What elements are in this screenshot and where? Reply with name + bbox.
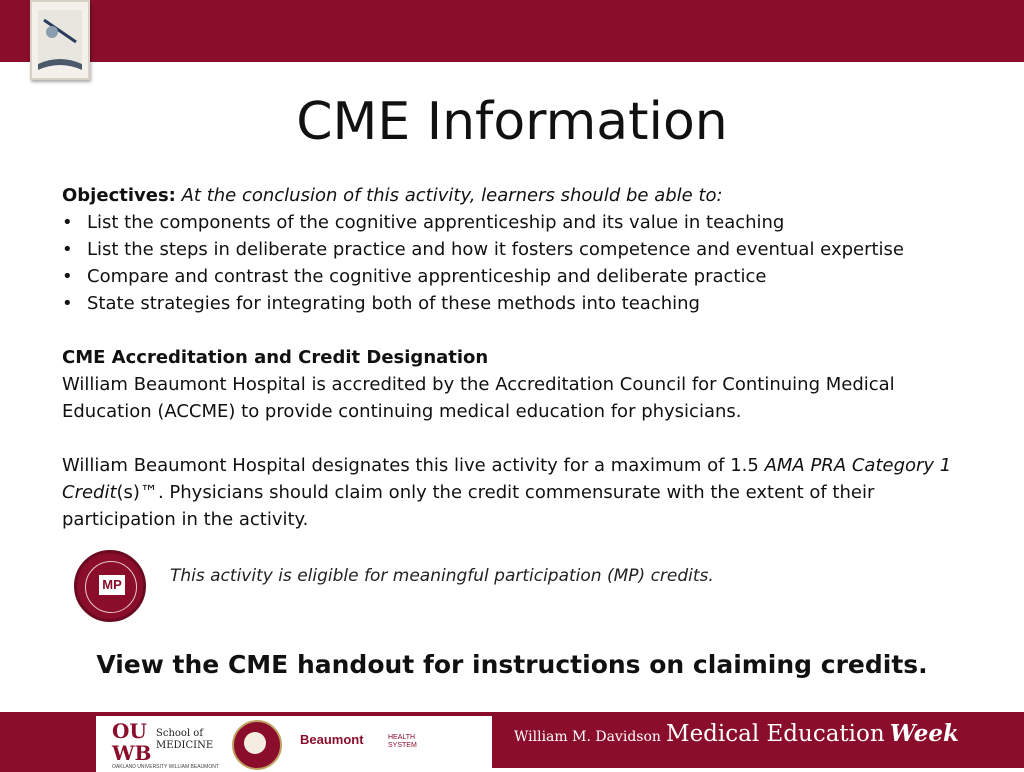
designation-credit: AMA PRA Category 1 Credit: [62, 455, 952, 503]
event-title: [514, 720, 959, 747]
handout-instruction: View the CME handout for instructions on claiming credits.: [96, 650, 928, 679]
book-pen-icon: [32, 2, 88, 78]
university-text: OAKLAND UNIVERSITY WILLIAM BEAUMONT: [112, 764, 219, 770]
list-item: • List the components of the cognitive apprenticeship and its value in teaching: [62, 209, 962, 236]
designation-text: [62, 452, 962, 533]
ou-text: OU: [112, 719, 147, 743]
footer-logos: [0, 712, 492, 772]
book-icon: [30, 0, 90, 80]
list-item: • State strategies for integrating both of these methods into teaching: [62, 290, 962, 317]
oakland-university-logo: [112, 720, 222, 768]
accreditation-body: William Beaumont Hospital is accredited by the Accreditation Council for Continuing Medical Education (ACCME) to provide continuing medical education for physicians.: [62, 374, 895, 422]
health-system-text: HEALTH SYSTEM: [388, 734, 417, 749]
school-of-text: School of: [156, 728, 204, 739]
meaningful-participation-badge: [74, 550, 146, 622]
event-banner: [492, 712, 1024, 768]
wb-text: WB: [112, 741, 152, 765]
footer: [0, 712, 1024, 768]
content-body: [62, 182, 962, 533]
objectives-label: Objectives:: [62, 185, 176, 206]
objectives-line: [62, 182, 962, 209]
list-item: • Compare and contrast the cognitive apprenticeship and deliberate practice: [62, 263, 962, 290]
top-banner: [0, 0, 1024, 62]
event-name: William M. Davidson: [514, 729, 661, 745]
objectives-list: [62, 209, 962, 317]
mp-badge-label: MP: [99, 575, 125, 595]
designation-pre: William Beaumont Hospital designates this live activity for a maximum of 1.5: [62, 455, 765, 476]
mp-row: [74, 550, 974, 626]
event-label: Medical Education: [666, 721, 885, 747]
designation-paren: (s): [116, 482, 140, 503]
medicine-text: MEDICINE: [156, 740, 214, 751]
accreditation-heading: CME Accreditation and Credit Designation: [62, 347, 489, 368]
seal-icon: [232, 720, 282, 770]
page-title: CME Information: [296, 92, 728, 152]
event-week: Week: [889, 720, 959, 747]
objectives-intro: At the conclusion of this activity, learners should be able to:: [181, 185, 723, 206]
mp-text: This activity is eligible for meaningful participation (MP) credits.: [170, 566, 714, 586]
list-item: • List the steps in deliberate practice and how it fosters competence and eventual expertise: [62, 236, 962, 263]
beaumont-logo: Beaumont: [300, 732, 364, 747]
designation-post: ™. Physicians should claim only the credit commensurate with the extent of their participation in the activity.: [62, 482, 875, 530]
